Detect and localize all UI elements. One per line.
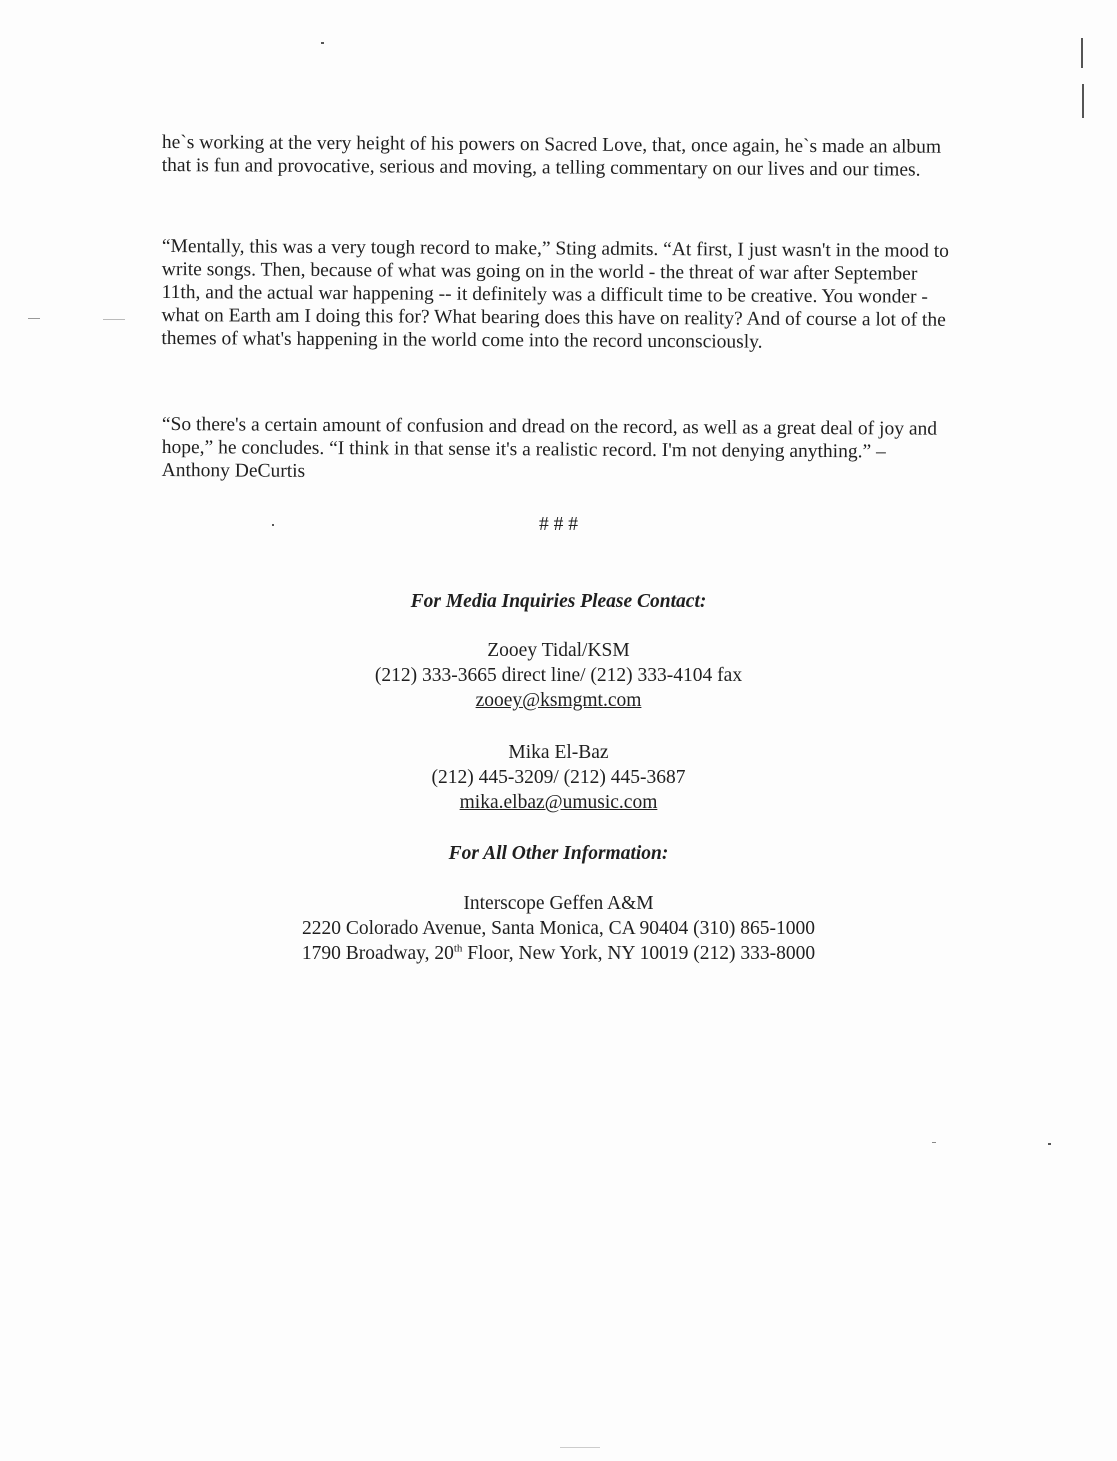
other-information-heading: For All Other Information: [448,843,669,864]
media-inquiries-heading: For Media Inquiries Please Contact: [410,591,707,612]
company-address-2 [0,941,1117,966]
address-2-end: Floor, New York, NY 10019 (212) 333-8000 [462,943,816,964]
scan-mark [1081,38,1083,68]
contact-email[interactable]: mika.elbaz@umusic.com [459,792,658,813]
scan-speck [1048,1143,1051,1145]
scan-speck [103,319,125,320]
contact-block-1 [0,638,1117,713]
paragraph-1: he`s working at the very height of his powers on Sacred Love, that, once again, he`s made an album that is fun and provocative, serious and moving, a telling commentary on our lives and our times. [161,131,942,181]
company-name: Interscope Geffen A&M [463,893,654,914]
scan-speck [28,318,40,319]
contact-block-2 [0,740,1117,815]
contact-name: Mika El-Baz [508,742,609,763]
company-address-1: 2220 Colorado Avenue, Santa Monica, CA 90404 (310) 865-1000 [301,918,816,939]
paragraph-2: “Mentally, this was a very tough record to make,” Sting admits. “At first, I just wasn't in the mood to write songs. Then, because of what was going on in the world - the threat of war after September 11th, and the actual war happening -- it definitely was a difficult time to be creative. You wonder - what on Earth am I doing this for? What bearing does this have on reality? And of course a lot of the themes of what's happening in the world come into the record unconsciously. [161,235,949,353]
company-block [0,891,1117,966]
contact-phone: (212) 333-3665 direct line/ (212) 333-4104 fax [374,665,743,686]
scan-speck [932,1142,936,1143]
address-2-start: 1790 Broadway, 20 [301,943,454,964]
scan-speck [321,42,324,44]
paragraph-3: “So there's a certain amount of confusion and dread on the record, as well as a great deal of joy and hope,” he concludes. “I think in that sense it's a realistic record. I'm not denying anything.” – Anthony DeCurtis [161,413,938,482]
address-2-superscript: th [453,942,463,955]
scan-speck [272,524,274,526]
scan-mark [1082,84,1084,118]
contact-name: Zooey Tidal/KSM [487,640,630,661]
contact-email[interactable]: zooey@ksmgmt.com [475,690,642,711]
end-separator: # # # [539,514,578,535]
scan-speck [560,1447,600,1448]
contact-phone: (212) 445-3209/ (212) 445-3687 [431,767,686,788]
